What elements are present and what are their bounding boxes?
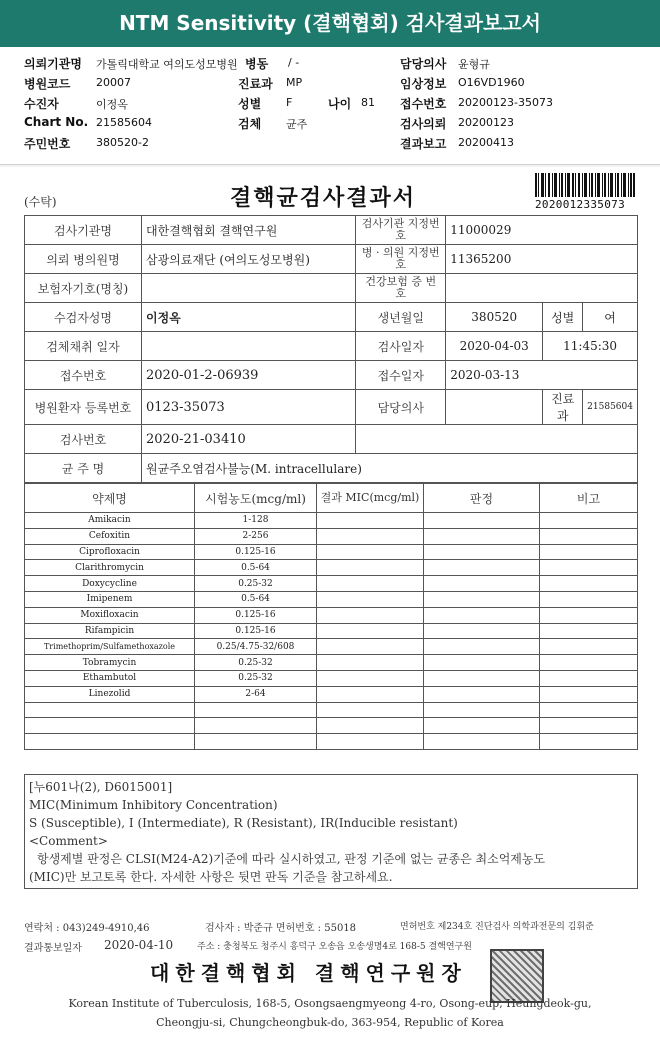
drug-name: Rifampicin xyxy=(25,623,195,639)
dept-label-form: 진료과 xyxy=(543,390,583,425)
billing-code: [누601나(2), D6015001] xyxy=(29,780,173,794)
col-interp-header: 판정 xyxy=(424,484,540,513)
doctor-label: 담당의사 xyxy=(400,57,447,71)
chart-label: Chart No. xyxy=(24,115,89,129)
test-range: 0.25/4.75-32/608 xyxy=(195,639,317,655)
table-row xyxy=(25,702,638,718)
drug-name: Moxifloxacin xyxy=(25,607,195,623)
examiner-line: 검사자 : 박준규 면허번호 : 55018 xyxy=(205,923,357,934)
table-row xyxy=(25,528,638,544)
clinical-label: 임상정보 xyxy=(400,77,447,91)
reg-no-label: 병원환자 등록번호 xyxy=(25,390,142,425)
age-label: 나이 xyxy=(328,97,352,111)
request-label: 검사의뢰 xyxy=(400,117,447,131)
sex-label: 성별 xyxy=(238,97,262,111)
test-range: 0.5-64 xyxy=(195,560,317,576)
patient-value: 이정옥 xyxy=(96,98,128,111)
report-date-label: 결과통보일자 xyxy=(24,943,82,954)
col-conc-header: 시험농도(mcg/ml) xyxy=(195,484,317,513)
test-range: 0.25-32 xyxy=(195,576,317,592)
drug-name: Tobramycin xyxy=(25,655,195,671)
sex-value: 여 xyxy=(583,303,638,332)
patient-info-panel xyxy=(0,47,660,165)
physician-label: 담당의사 xyxy=(356,390,446,425)
col-mic-header: 결과 MIC(mcg/ml) xyxy=(317,484,424,513)
barcode-icon xyxy=(535,173,635,197)
receipt-no-value: 20200123-35073 xyxy=(458,96,553,109)
doctor-value: 윤형규 xyxy=(458,58,490,71)
drug-name: Doxycycline xyxy=(25,576,195,592)
report-date-value: 2020-04-10 xyxy=(104,938,174,952)
collect-date-value xyxy=(142,332,356,361)
table-row xyxy=(25,576,638,592)
test-range: 2-64 xyxy=(195,686,317,702)
req-hosp-label: 의뢰 병의원명 xyxy=(25,245,142,274)
strain-value: 원균주오염검사불능(M. intracellulare) xyxy=(142,454,638,483)
test-no-label: 검사번호 xyxy=(25,425,142,454)
test-range: 0.125-16 xyxy=(195,607,317,623)
comment-line-1: 항생제별 판정은 CLSI(M24-A2)기준에 따라 실시하였고, 판정 기준에 없는 균종은 최소억제농도 xyxy=(37,852,546,866)
institution-value: 가톨릭대학교 여의도성모병원 xyxy=(96,58,238,71)
ward-value: / - xyxy=(288,56,300,69)
test-range: 2-256 xyxy=(195,528,317,544)
chart-value: 21585604 xyxy=(96,116,152,129)
test-range: 0.5-64 xyxy=(195,591,317,607)
specialist-line: 면허번호 제234호 진단검사 의학과전문의 김휘준 xyxy=(400,922,594,932)
address-ko: 주소 : 충청북도 청주시 흥덕구 오송읍 오송생명4로 168-5 결핵연구원 xyxy=(197,942,472,952)
sex-label: 성별 xyxy=(543,303,583,332)
col-drug-header: 약제명 xyxy=(25,484,195,513)
request-value: 20200123 xyxy=(458,116,514,129)
notes-box xyxy=(24,774,638,889)
receipt-date-label: 접수일자 xyxy=(356,361,446,390)
rrn-label: 주민번호 xyxy=(24,137,71,151)
test-range: 0.25-32 xyxy=(195,670,317,686)
official-seal-icon xyxy=(490,949,544,1003)
sex-value: F xyxy=(286,96,293,109)
drug-name: Cefoxitin xyxy=(25,528,195,544)
address-en-line-2: Cheongju-si, Chungcheongbuk-do, 363-954, Republic of Korea xyxy=(156,1016,504,1029)
drug-name: Trimethoprim/Sulfamethoxazole xyxy=(25,639,195,655)
dept-label: 진료과 xyxy=(238,77,273,91)
drug-name: Clarithromycin xyxy=(25,560,195,576)
dob-label: 생년월일 xyxy=(356,303,446,332)
test-org-id-label: 검사기관 지정번호 xyxy=(356,216,446,245)
clinic-id-label: 병 · 의원 지정번호 xyxy=(356,245,446,274)
accession-value: 2020-01-2-06939 xyxy=(142,361,356,390)
age-value: 81 xyxy=(361,96,375,109)
drug-name: Imipenem xyxy=(25,591,195,607)
accession-label: 접수번호 xyxy=(25,361,142,390)
table-row xyxy=(25,623,638,639)
patient-name-label: 수검자성명 xyxy=(25,303,142,332)
strain-label: 균 주 명 xyxy=(25,454,142,483)
specimen-label: 검체 xyxy=(238,117,262,131)
consignment-mark: (수탁) xyxy=(24,195,57,209)
specimen-info-table xyxy=(24,215,638,483)
req-hosp-value: 삼광의료재단 (여의도성모병원) xyxy=(142,245,356,274)
collect-date-label: 검체채취 일자 xyxy=(25,332,142,361)
hosp-code-label: 병원코드 xyxy=(24,77,71,91)
dept-value-form: 21585604 xyxy=(583,390,638,425)
reg-no-value: 0123-35073 xyxy=(142,390,356,425)
test-range: 0.25-32 xyxy=(195,655,317,671)
specimen-value: 균주 xyxy=(286,118,308,131)
test-org-value: 대한결핵협회 결핵연구원 xyxy=(142,216,356,245)
receipt-date-value: 2020-03-13 xyxy=(446,361,638,390)
test-org-id-value: 11000029 xyxy=(446,216,638,245)
institution-label: 의뢰기관명 xyxy=(24,57,82,71)
dept-value: MP xyxy=(286,76,303,89)
receipt-no-label: 접수번호 xyxy=(400,97,447,111)
col-remark-header: 비고 xyxy=(540,484,638,513)
drug-name: Ciprofloxacin xyxy=(25,544,195,560)
barcode-number: 2020012335073 xyxy=(535,198,625,211)
scanned-result-document xyxy=(0,167,660,1039)
test-date-label: 검사일자 xyxy=(356,332,446,361)
report-value: 20200413 xyxy=(458,136,514,149)
comment-heading: <Comment> xyxy=(29,834,108,848)
contact-line: 연락처 : 043)249-4910,46 xyxy=(24,923,150,934)
table-row xyxy=(25,734,638,750)
test-range: 0.125-16 xyxy=(195,544,317,560)
table-row xyxy=(25,718,638,734)
table-row xyxy=(25,655,638,671)
table-row xyxy=(25,560,638,576)
report-label: 결과보고 xyxy=(400,137,447,151)
table-row xyxy=(25,686,638,702)
test-range: 1-128 xyxy=(195,513,317,529)
report-banner-title: NTM Sensitivity (결핵협회) 검사결과보고서 xyxy=(0,0,660,47)
drug-name: Amikacin xyxy=(25,513,195,529)
physician-value xyxy=(446,390,543,425)
table-row xyxy=(25,670,638,686)
patient-label: 수진자 xyxy=(24,97,59,111)
address-en-line-1: Korean Institute of Tuberculosis, 168-5, Osongsaengmyeong 4-ro, Osong-eup, Heungdeok-gu, xyxy=(68,997,592,1010)
test-org-label: 검사기관명 xyxy=(25,216,142,245)
clinical-value: O16VD1960 xyxy=(458,76,525,89)
table-row xyxy=(25,544,638,560)
sensitivity-table xyxy=(24,483,638,750)
health-cert-label: 건강보험 증 번 호 xyxy=(356,274,446,303)
insurer-value xyxy=(142,274,356,303)
clinic-id-value: 11365200 xyxy=(446,245,638,274)
insurer-label: 보험자기호(명칭) xyxy=(25,274,142,303)
table-row xyxy=(25,639,638,655)
drug-name: Ethambutol xyxy=(25,670,195,686)
test-no-value: 2020-21-03410 xyxy=(142,425,356,454)
org-name-ko: 대한결핵협회 결핵연구원장 xyxy=(150,961,467,985)
ward-label: 병동 xyxy=(245,57,269,71)
test-time-value: 11:45:30 xyxy=(543,332,638,361)
patient-name-value: 이정옥 xyxy=(142,303,356,332)
mic-definition: MIC(Minimum Inhibitory Concentration) xyxy=(29,798,278,812)
sir-definition: S (Susceptible), I (Intermediate), R (Resistant), IR(Inducible resistant) xyxy=(29,816,458,830)
dob-value: 380520 xyxy=(446,303,543,332)
rrn-value: 380520-2 xyxy=(96,136,149,149)
comment-line-2: (MIC)만 보고토록 한다. 자세한 사항은 뒷면 판독 기준을 참고하세요. xyxy=(29,870,393,884)
table-row xyxy=(25,591,638,607)
test-range: 0.125-16 xyxy=(195,623,317,639)
health-cert-value xyxy=(446,274,638,303)
hosp-code-value: 20007 xyxy=(96,76,131,89)
table-row xyxy=(25,513,638,529)
table-row xyxy=(25,607,638,623)
test-date-value: 2020-04-03 xyxy=(446,332,543,361)
document-title: 결핵균검사결과서 xyxy=(230,185,417,211)
drug-name: Linezolid xyxy=(25,686,195,702)
